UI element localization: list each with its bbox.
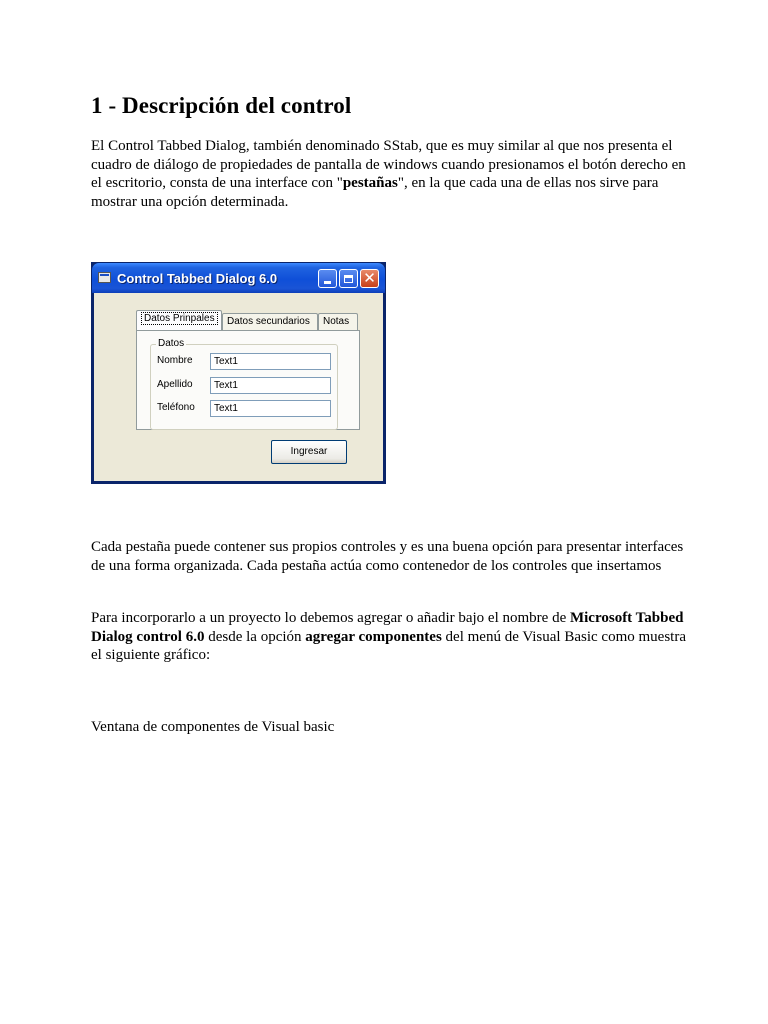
maximize-icon [344, 275, 353, 283]
maximize-button[interactable] [339, 269, 358, 288]
telefono-label: Teléfono [157, 402, 195, 413]
tab-label: Datos Prinpales [141, 312, 218, 325]
telefono-input[interactable]: Text1 [210, 400, 331, 417]
tab-notas[interactable] [318, 313, 358, 330]
incorporate-paragraph [91, 609, 691, 665]
intro-text-2: ", en la que cada una de ellas nos sirve para mostrar una opción determinada. [91, 175, 659, 210]
figure-caption: Ventana de componentes de Visual basic [91, 719, 335, 735]
intro-paragraph [91, 137, 691, 211]
datos-groupbox [150, 338, 338, 430]
tab-label: Notas [323, 316, 350, 327]
close-button[interactable] [360, 269, 379, 288]
nombre-input[interactable]: Text1 [210, 353, 331, 370]
ingresar-button[interactable]: Ingresar [271, 440, 347, 464]
dialog-client-area [94, 293, 383, 481]
tab-datos-secundarios[interactable] [222, 313, 318, 330]
app-window-icon [98, 272, 111, 283]
incorporate-text-2: desde la opción [204, 628, 306, 645]
component-name: Microsoft Tabbed Dialog control 6.0 [91, 610, 684, 645]
intro-bold-pestanas: pestañas [342, 175, 398, 191]
tab-panel [136, 330, 360, 430]
tabs-paragraph: Cada pestaña puede contener sus propios controles y es una buena opción para presentar interfaces de una forma organizada. Cada pestaña actúa como contenedor de los controles que insertamos [91, 539, 684, 574]
apellido-input[interactable]: Text1 [210, 377, 331, 394]
incorporate-text-1: Para incorporarlo a un proyecto lo debemos agregar o añadir bajo el nombre de [91, 610, 570, 626]
section-heading: 1 - Descripción del control [91, 93, 352, 118]
apellido-label: Apellido [157, 379, 193, 390]
dialog-window-screenshot [91, 262, 386, 484]
intro-text-1: El Control Tabbed Dialog, también denominado SStab, que es muy similar al que nos presenta el cuadro de diálogo de propiedades de pantalla de windows cuando presionamos el botón derecho en el escritorio, consta de una interface con " [91, 138, 686, 191]
incorporate-text-3: del menú de Visual Basic como muestra el siguiente gráfico: [91, 628, 686, 663]
tab-datos-principales[interactable] [136, 310, 222, 330]
dialog-titlebar [92, 263, 385, 293]
tab-label: Datos secundarios [227, 316, 310, 327]
minimize-button[interactable] [318, 269, 337, 288]
groupbox-label: Datos [158, 338, 185, 349]
close-icon: ✕ [363, 270, 376, 287]
add-components-option: agregar componentes [305, 628, 442, 645]
minimize-icon [324, 281, 331, 284]
nombre-label: Nombre [157, 355, 193, 366]
dialog-title: Control Tabbed Dialog 6.0 [117, 271, 278, 286]
